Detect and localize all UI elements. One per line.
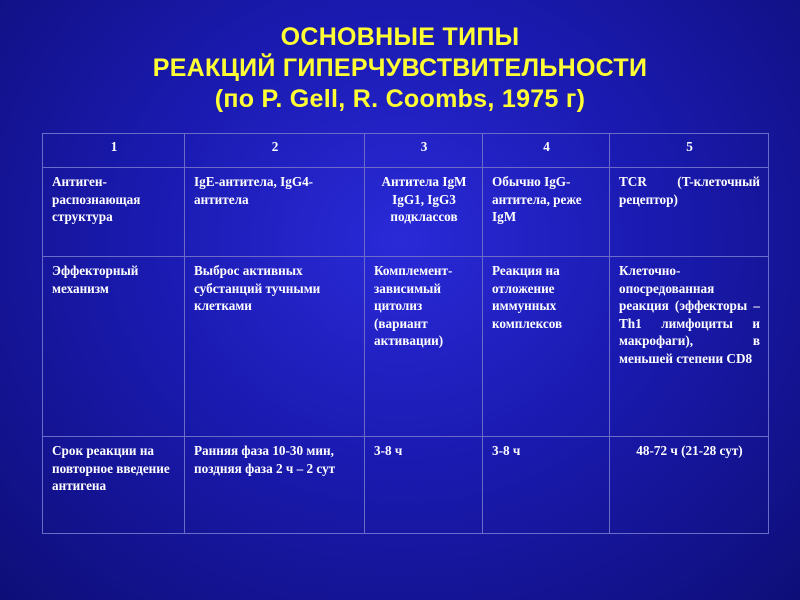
row-label: Антиген-распознающая структура: [43, 168, 185, 257]
hypersensitivity-types-table: [42, 133, 769, 534]
table-cell: Выброс активных субстанций тучными клетками: [185, 257, 365, 437]
header-cell: 4: [483, 134, 610, 168]
table-cell: 3-8 ч: [483, 437, 610, 534]
title-line-1: ОСНОВНЫЕ ТИПЫ: [280, 23, 520, 51]
header-cell: 1: [43, 134, 185, 168]
table-cell: Обычно IgG-антитела, реже IgM: [483, 168, 610, 257]
table-cell: Комплемент-зависимый цитолиз (вариант активации): [365, 257, 483, 437]
table-cell: 48-72 ч (21-28 сут): [610, 437, 769, 534]
table-row: [43, 437, 769, 534]
table-cell: 3-8 ч: [365, 437, 483, 534]
slide-title: [0, 22, 800, 115]
title-line-3: (по P. Gell, R. Coombs, 1975 г): [214, 85, 586, 113]
table-cell: TCR (T-клеточный рецептор): [610, 168, 769, 257]
table-cell: Ранняя фаза 10-30 мин, поздняя фаза 2 ч – 2 сут: [185, 437, 365, 534]
table-cell: Антитела IgM IgG1, IgG3 подклассов: [365, 168, 483, 257]
table-row: [43, 168, 769, 257]
header-cell: 2: [185, 134, 365, 168]
title-line-2: РЕАКЦИЙ ГИПЕРЧУВСТВИТЕЛЬНОСТИ: [152, 54, 648, 82]
header-cell: 3: [365, 134, 483, 168]
table-cell: Реакция на отложение иммунных комплексов: [483, 257, 610, 437]
table-header-row: [43, 134, 769, 168]
table-cell: IgE-антитела, IgG4-антитела: [185, 168, 365, 257]
row-label: Эффекторный механизм: [43, 257, 185, 437]
table-row: [43, 257, 769, 437]
table-cell: Клеточно-опосредованная реакция (эффекторы – Th1 лимфоциты и макрофаги), в меньшей степени CD8: [610, 257, 769, 437]
header-cell: 5: [610, 134, 769, 168]
row-label: Срок реакции на повторное введение антигена: [43, 437, 185, 534]
